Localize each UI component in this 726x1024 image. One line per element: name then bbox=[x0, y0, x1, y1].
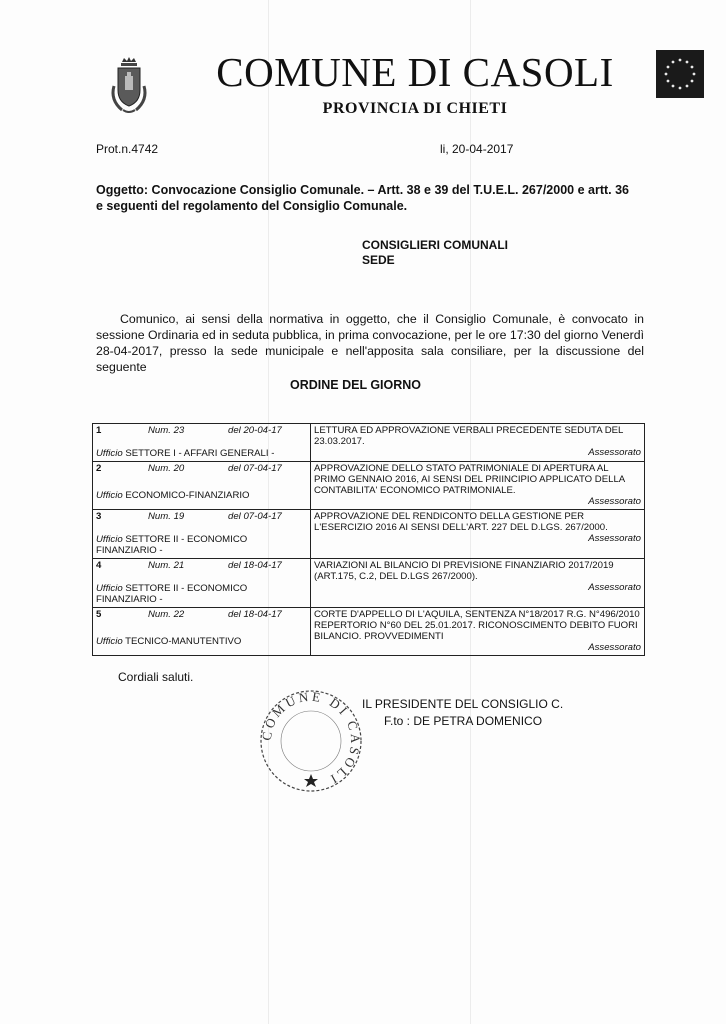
agenda-row bbox=[93, 462, 645, 510]
municipal-crest-icon bbox=[106, 56, 152, 116]
agenda-assessorato: Assessorato bbox=[588, 642, 641, 653]
recipients bbox=[362, 238, 508, 268]
agenda-assessorato: Assessorato bbox=[588, 533, 641, 544]
agenda-table bbox=[92, 423, 645, 656]
agenda-office: SETTORE II - ECONOMICO FINANZIARIO - bbox=[96, 534, 248, 556]
agenda-office: SETTORE I - AFFARI GENERALI - bbox=[125, 448, 275, 459]
body-paragraph: Comunico, ai sensi della normativa in oggetto, che il Consiglio Comunale, è convocato in sessione Ordinaria ed in seduta pubblica, in prima convocazione, per le ore 17:30 del giorno Venerdì 28-04-2017, presso la sede municipale e nell'apposita sala consiliare, per la discussione del seguente bbox=[96, 312, 644, 374]
document-date: li, 20-04-2017 bbox=[440, 142, 514, 156]
agenda-office-label: Ufficio bbox=[96, 448, 123, 459]
signature-name: F.to : DE PETRA DOMENICO bbox=[384, 714, 543, 728]
agenda-number: Num. 23 bbox=[148, 425, 185, 436]
agenda-number: Num. 19 bbox=[148, 511, 185, 522]
eu-flag-icon bbox=[656, 50, 704, 98]
agenda-date: del 20-04-17 bbox=[228, 425, 282, 436]
agenda-index: 1 bbox=[96, 425, 102, 436]
agenda-date: del 07-04-17 bbox=[228, 511, 282, 522]
agenda-office-label: Ufficio bbox=[96, 636, 123, 647]
agenda-number: Num. 22 bbox=[148, 609, 185, 620]
agenda-description: APPROVAZIONE DEL RENDICONTO DELLA GESTIONE PER L'ESERCIZIO 2016 AI SENSI DELL'ART. 227 DEL D.LGS. 267/2000. bbox=[314, 511, 608, 533]
agenda-date: del 07-04-17 bbox=[228, 463, 282, 474]
agenda-row bbox=[93, 424, 645, 462]
subject-line: Oggetto: Convocazione Consiglio Comunale. – Artt. 38 e 39 del T.U.E.L. 267/2000 e artt. 36 e seguenti del regolamento del Consiglio Comunale. bbox=[96, 183, 630, 213]
agenda-row bbox=[93, 510, 645, 559]
agenda-assessorato: Assessorato bbox=[588, 496, 641, 507]
agenda-description: VARIAZIONI AL BILANCIO DI PREVISIONE FINANZIARIO 2017/2019 (ART.175, C.2, DEL D.LGS 267/2000). bbox=[314, 560, 614, 582]
agenda-office: TECNICO-MANUTENTIVO bbox=[125, 636, 242, 647]
agenda-left-cell bbox=[93, 608, 311, 656]
agenda-office: ECONOMICO-FINANZIARIO bbox=[125, 490, 250, 501]
recipients-line: CONSIGLIERI COMUNALI bbox=[362, 238, 508, 252]
agenda-row bbox=[93, 559, 645, 608]
agenda-office-label: Ufficio bbox=[96, 583, 123, 594]
agenda-right-cell bbox=[311, 608, 645, 656]
agenda-date: del 18-04-17 bbox=[228, 560, 282, 571]
agenda-right-cell bbox=[311, 510, 645, 559]
agenda-office-label: Ufficio bbox=[96, 534, 123, 545]
agenda-description: LETTURA ED APPROVAZIONE VERBALI PRECEDENTE SEDUTA DEL 23.03.2017. bbox=[314, 425, 624, 447]
agenda-assessorato: Assessorato bbox=[588, 447, 641, 458]
svg-text:COMUNE DI CASOLI bbox=[259, 689, 363, 789]
municipal-stamp bbox=[258, 688, 364, 794]
agenda-index: 4 bbox=[96, 560, 102, 571]
agenda-description: APPROVAZIONE DELLO STATO PATRIMONIALE DI APERTURA AL PRIMO GENNAIO 2016, AI SENSI DEL PRIINCIPIO APPLICATO DELLA CONTABILITA' ECONOMICO PATRIMONIALE. bbox=[314, 463, 625, 496]
agenda-right-cell bbox=[311, 559, 645, 608]
agenda-number: Num. 20 bbox=[148, 463, 185, 474]
agenda-left-cell bbox=[93, 559, 311, 608]
agenda-office: SETTORE II - ECONOMICO FINANZIARIO - bbox=[96, 583, 248, 605]
agenda-index: 5 bbox=[96, 609, 102, 620]
agenda-number: Num. 21 bbox=[148, 560, 185, 571]
signature-block bbox=[362, 696, 563, 730]
agenda-right-cell bbox=[311, 462, 645, 510]
closing-greeting: Cordiali saluti. bbox=[118, 670, 194, 684]
agenda-title: ORDINE DEL GIORNO bbox=[290, 378, 422, 392]
agenda-left-cell bbox=[93, 462, 311, 510]
agenda-row bbox=[93, 608, 645, 656]
signature-title: IL PRESIDENTE DEL CONSIGLIO C. bbox=[362, 697, 564, 711]
recipients-line: SEDE bbox=[362, 253, 395, 267]
protocol-number: Prot.n.4742 bbox=[96, 142, 159, 156]
page-title: COMUNE DI CASOLI bbox=[216, 49, 614, 95]
agenda-left-cell bbox=[93, 424, 311, 462]
stamp-text: COMUNE DI CASOLI bbox=[258, 688, 364, 789]
agenda-index: 2 bbox=[96, 463, 102, 474]
agenda-left-cell bbox=[93, 510, 311, 559]
page-subtitle: PROVINCIA DI CHIETI bbox=[322, 100, 508, 117]
agenda-description: CORTE D'APPELLO DI L'AQUILA, SENTENZA N°18/2017 R.G. N°496/2010 REPERTORIO N°60 DEL 25.01.2017. RICONOSCIMENTO DEBITO FUORI BILANCIO. PROVVEDIMENTI bbox=[314, 609, 640, 642]
agenda-right-cell bbox=[311, 424, 645, 462]
agenda-office-label: Ufficio bbox=[96, 490, 123, 501]
agenda-date: del 18-04-17 bbox=[228, 609, 282, 620]
agenda-assessorato: Assessorato bbox=[588, 582, 641, 593]
agenda-index: 3 bbox=[96, 511, 102, 522]
